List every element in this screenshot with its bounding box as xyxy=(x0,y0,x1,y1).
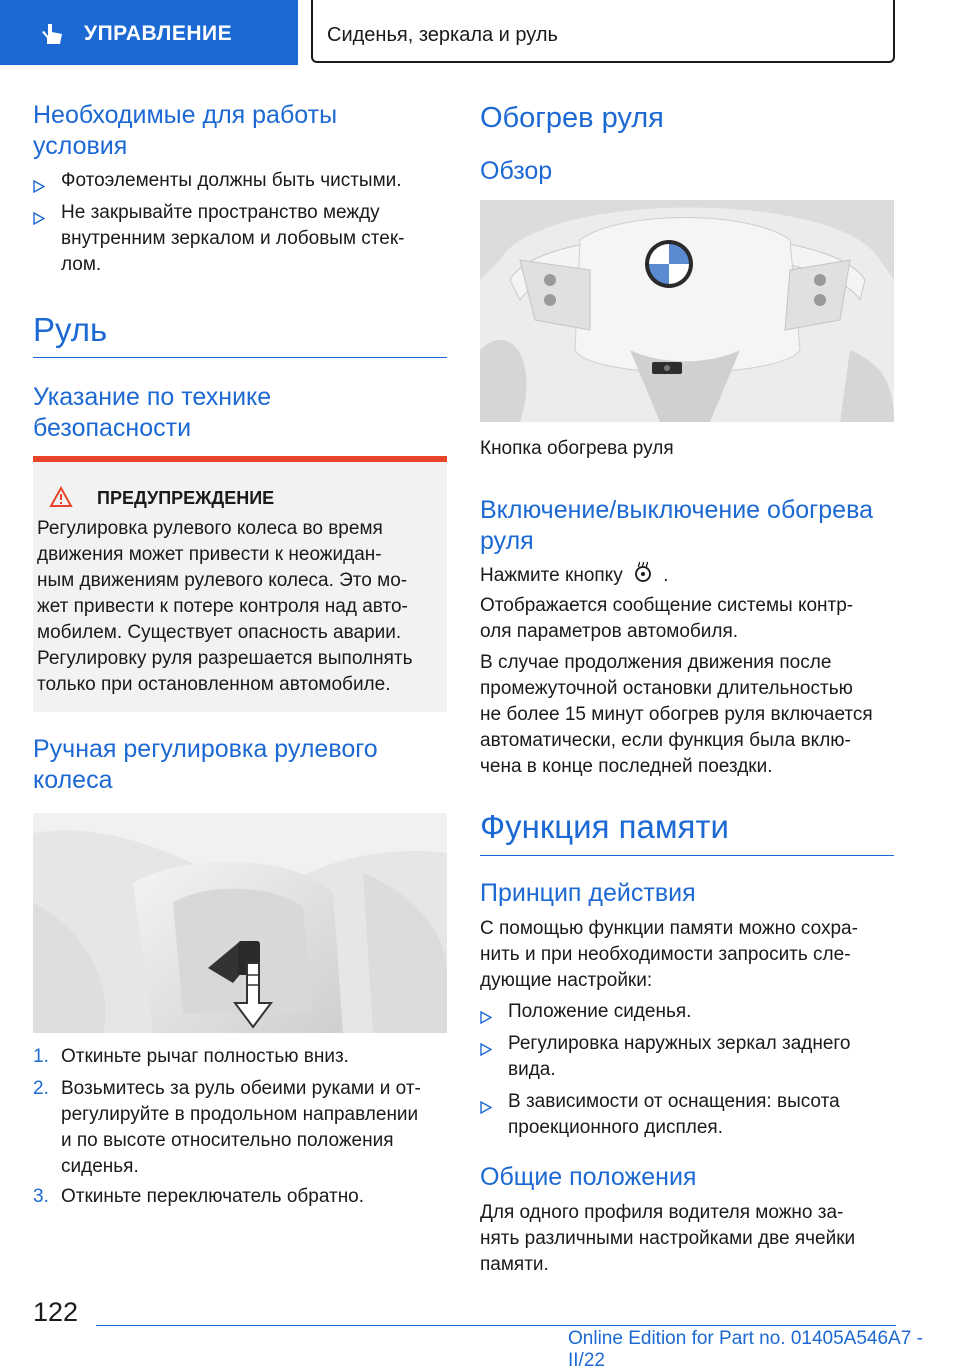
bullet-triangle-icon xyxy=(480,1038,492,1064)
bullet-triangle-icon xyxy=(480,1006,492,1032)
title-rule xyxy=(480,855,894,856)
section-tab xyxy=(0,0,298,65)
general-text: Для одного профиля водителя можно за- нять различными настройками две ячейки памяти. xyxy=(480,1202,856,1275)
overview-title: Обзор xyxy=(480,157,553,185)
steering-column-image xyxy=(33,813,447,1033)
auto-activation-text: В случае продолжения движения после промежуточной остановки длительностью не более 15 минут обогрев руля включается автоматически, если функция была вклю- чена в конце последней поездки. xyxy=(480,652,873,777)
onoff-title: Включение/выключение обогрева руля xyxy=(480,496,873,555)
general-title: Общие положения xyxy=(480,1163,697,1191)
memory-title: Функция памяти xyxy=(480,808,729,845)
footer-rule xyxy=(96,1325,896,1326)
warning-box xyxy=(33,456,447,712)
principle-title: Принцип действия xyxy=(480,879,696,907)
title-rule xyxy=(33,357,447,358)
manual-adjust-title: Ручная регулировка рулевого колеса xyxy=(33,735,378,794)
warning-triangle-icon xyxy=(49,486,73,513)
warning-body: Регулировка рулевого колеса во время движения может привести к неожидан- ным движениям рулевого колеса. Это мо- жет привести к потере контроля над авто- мобилем. Существует опасность аварии. Регулировку руля разрешается выполнять только при остановленном автомобиле. xyxy=(37,518,413,695)
steering-title: Руль xyxy=(33,311,108,348)
message-text: Отображается сообщение системы контр- оля параметров автомобиля. xyxy=(480,595,854,642)
principle-text: С помощью функции памяти можно сохра- нить и при необходимости запросить сле- дующие настройки: xyxy=(480,918,858,991)
hand-pointer-icon xyxy=(38,22,64,51)
bullet-triangle-icon xyxy=(33,175,45,201)
heat-title: Обогрев руля xyxy=(480,102,664,134)
bullet-triangle-icon xyxy=(480,1096,492,1122)
steering-wheel-image xyxy=(480,200,894,422)
steering-heat-icon xyxy=(628,561,658,591)
page-number: 122 xyxy=(33,1297,79,1327)
press-instruction: Нажмите кнопку . xyxy=(480,561,669,591)
conditions-title: Необходимые для работы условия xyxy=(33,101,338,160)
bullet-triangle-icon xyxy=(33,207,45,233)
chapter-box xyxy=(311,0,895,63)
warning-title: ПРЕДУПРЕЖДЕНИЕ xyxy=(97,488,275,508)
section-label: УПРАВЛЕНИЕ xyxy=(84,22,233,45)
image-caption: Кнопка обогрева руля xyxy=(480,438,674,459)
edition-link[interactable]: Online Edition for Part no. 01405A546A7 - II/22 xyxy=(568,1328,923,1371)
safety-title: Указание по технике безопасности xyxy=(33,383,272,442)
chapter-label: Сиденья, зеркала и руль xyxy=(327,24,558,46)
